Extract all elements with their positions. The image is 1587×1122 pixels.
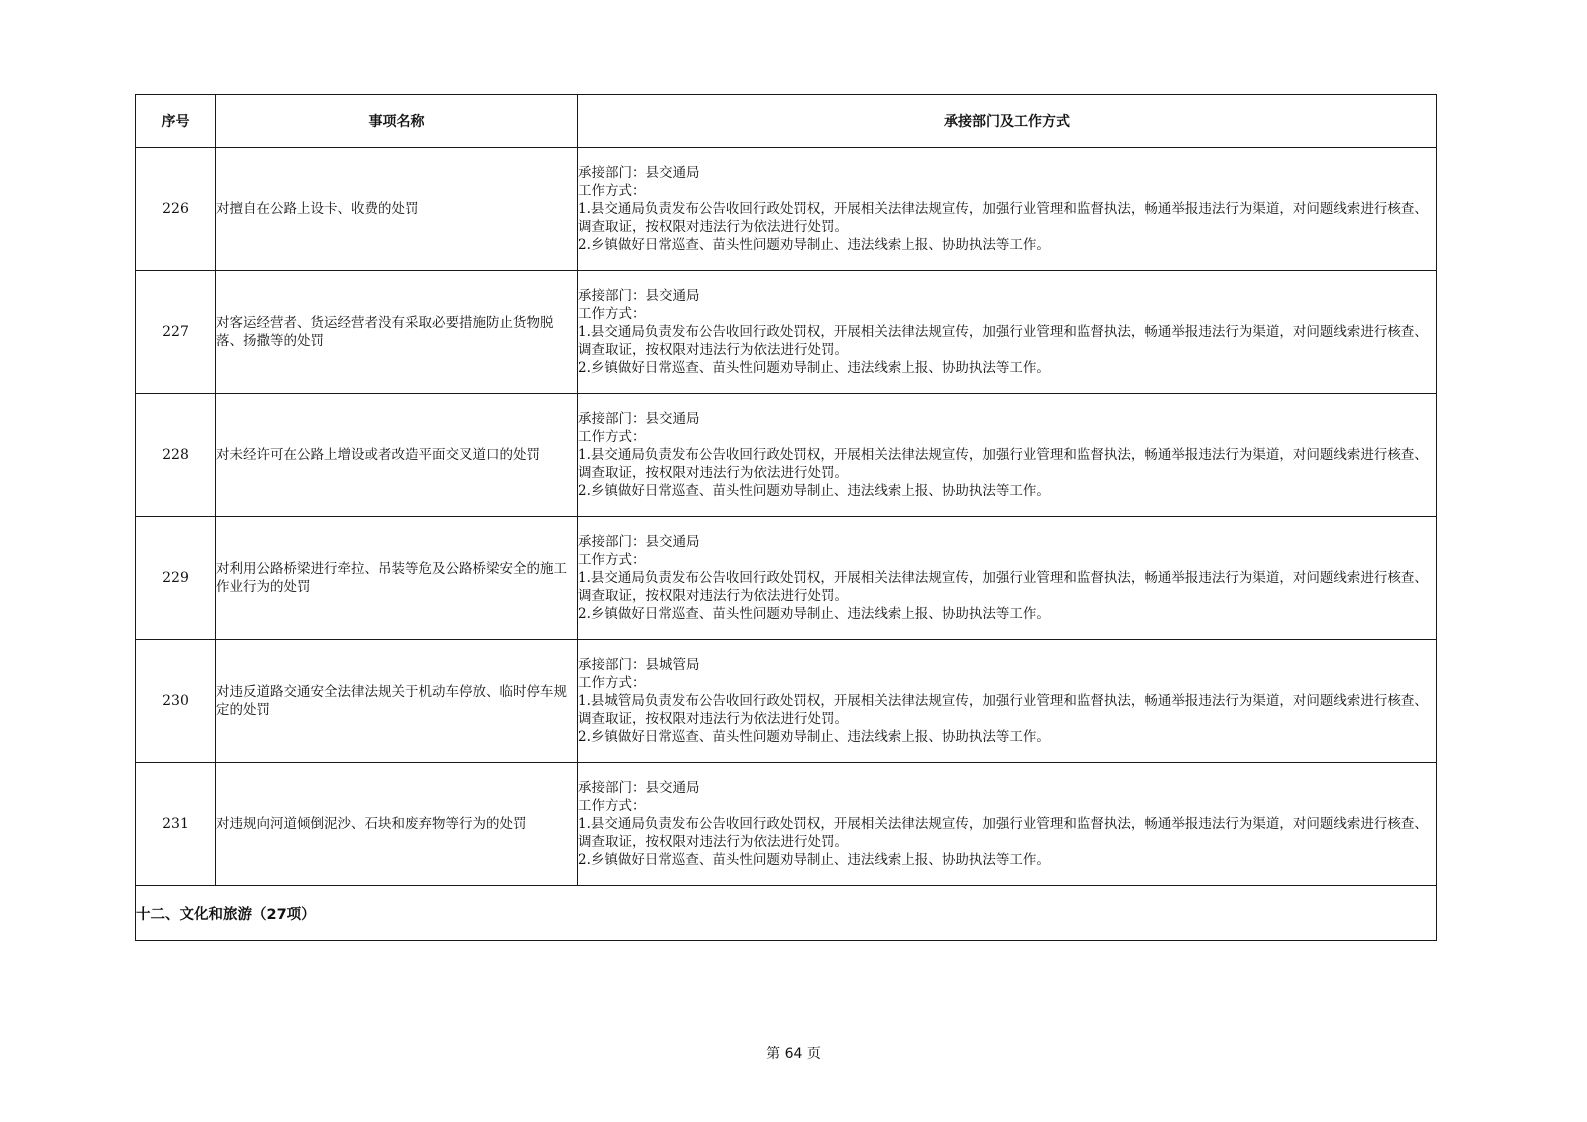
method-item-1: 1.县交通局负责发布公告收回行政处罚权，开展相关法律法规宣传，加强行业管理和监督执法，畅通举报违法行为渠道，对问题线索进行核查、调查取证，按权限对违法行为依法进行处罚。 [578,447,1428,481]
row-serial-number: 229 [136,517,216,640]
row-serial-number: 230 [136,640,216,763]
row-serial-number: 226 [136,148,216,271]
method-item-2: 2.乡镇做好日常巡查、苗头性问题劝导制止、违法线索上报、协助执法等工作。 [578,360,1050,376]
method-label: 工作方式： [578,798,646,814]
table-row [136,148,1437,271]
section-row [136,886,1437,941]
table-row [136,763,1437,886]
method-item-1: 1.县交通局负责发布公告收回行政处罚权，开展相关法律法规宣传，加强行业管理和监督执法，畅通举报违法行为渠道，对问题线索进行核查、调查取证，按权限对违法行为依法进行处罚。 [578,201,1428,235]
row-serial-number: 228 [136,394,216,517]
row-serial-number: 231 [136,763,216,886]
department-line: 承接部门：县城管局 [578,657,700,673]
row-item-name: 对客运经营者、货运经营者没有采取必要措施防止货物脱落、扬撒等的处罚 [216,271,578,394]
method-label: 工作方式： [578,429,646,445]
row-item-name: 对利用公路桥梁进行牵拉、吊装等危及公路桥梁安全的施工作业行为的处罚 [216,517,578,640]
method-item-2: 2.乡镇做好日常巡查、苗头性问题劝导制止、违法线索上报、协助执法等工作。 [578,483,1050,499]
header-item-name: 事项名称 [216,95,578,148]
row-department-method [578,763,1437,886]
method-item-1: 1.县交通局负责发布公告收回行政处罚权，开展相关法律法规宣传，加强行业管理和监督执法，畅通举报违法行为渠道，对问题线索进行核查、调查取证，按权限对违法行为依法进行处罚。 [578,570,1428,604]
method-label: 工作方式： [578,183,646,199]
table-row [136,271,1437,394]
method-item-1: 1.县交通局负责发布公告收回行政处罚权，开展相关法律法规宣传，加强行业管理和监督执法，畅通举报违法行为渠道，对问题线索进行核查、调查取证，按权限对违法行为依法进行处罚。 [578,816,1428,850]
section-title: 十二、文化和旅游（27项） [136,886,1437,941]
method-item-2: 2.乡镇做好日常巡查、苗头性问题劝导制止、违法线索上报、协助执法等工作。 [578,729,1050,745]
page-number: 第 64 页 [766,1046,821,1062]
items-table [135,94,1437,941]
header-serial-number: 序号 [136,95,216,148]
method-item-1: 1.县交通局负责发布公告收回行政处罚权，开展相关法律法规宣传，加强行业管理和监督执法，畅通举报违法行为渠道，对问题线索进行核查、调查取证，按权限对违法行为依法进行处罚。 [578,324,1428,358]
table-row [136,640,1437,763]
row-serial-number: 227 [136,271,216,394]
table-row [136,394,1437,517]
row-item-name: 对违反道路交通安全法律法规关于机动车停放、临时停车规定的处罚 [216,640,578,763]
method-item-2: 2.乡镇做好日常巡查、苗头性问题劝导制止、违法线索上报、协助执法等工作。 [578,606,1050,622]
method-item-2: 2.乡镇做好日常巡查、苗头性问题劝导制止、违法线索上报、协助执法等工作。 [578,237,1050,253]
method-label: 工作方式： [578,675,646,691]
method-item-1: 1.县城管局负责发布公告收回行政处罚权，开展相关法律法规宣传，加强行业管理和监督执法，畅通举报违法行为渠道，对问题线索进行核查、调查取证，按权限对违法行为依法进行处罚。 [578,693,1428,727]
row-department-method [578,640,1437,763]
department-line: 承接部门：县交通局 [578,288,700,304]
row-department-method [578,148,1437,271]
department-line: 承接部门：县交通局 [578,780,700,796]
row-item-name: 对未经许可在公路上增设或者改造平面交叉道口的处罚 [216,394,578,517]
department-line: 承接部门：县交通局 [578,534,700,550]
method-label: 工作方式： [578,552,646,568]
header-department-method: 承接部门及工作方式 [578,95,1437,148]
department-line: 承接部门：县交通局 [578,165,700,181]
row-item-name: 对违规向河道倾倒泥沙、石块和废弃物等行为的处罚 [216,763,578,886]
method-item-2: 2.乡镇做好日常巡查、苗头性问题劝导制止、违法线索上报、协助执法等工作。 [578,852,1050,868]
method-label: 工作方式： [578,306,646,322]
table-header-row [136,95,1437,148]
row-department-method [578,271,1437,394]
row-department-method [578,517,1437,640]
department-line: 承接部门：县交通局 [578,411,700,427]
row-department-method [578,394,1437,517]
row-item-name: 对擅自在公路上设卡、收费的处罚 [216,148,578,271]
table-row [136,517,1437,640]
